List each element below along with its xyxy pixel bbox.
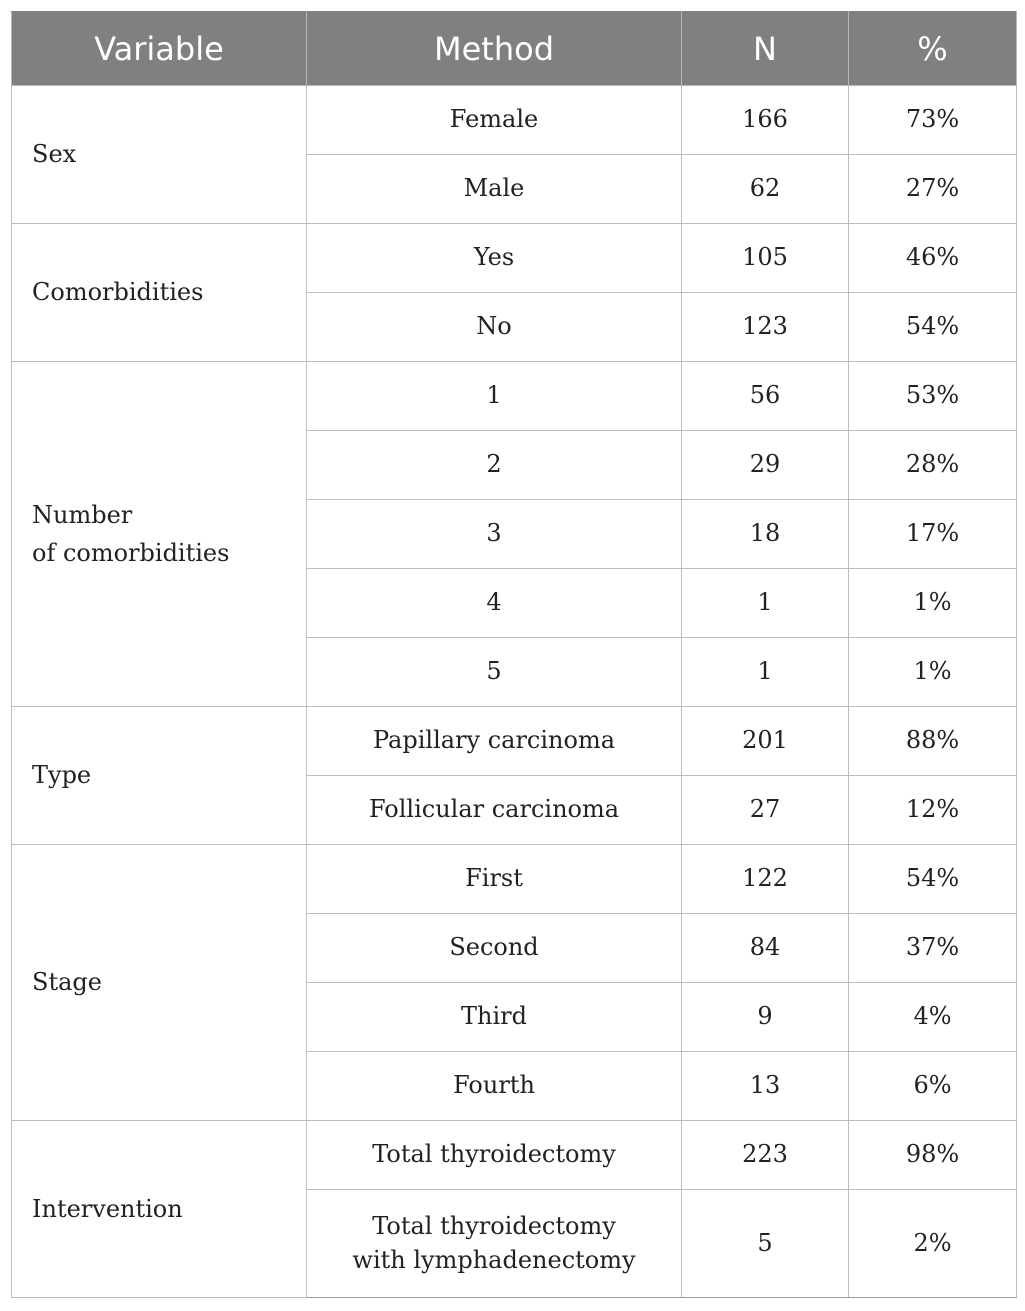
method-cell: 3: [307, 500, 682, 569]
method-cell: Third: [307, 983, 682, 1052]
variable-cell: Comorbidities: [12, 224, 307, 362]
table-row: [12, 707, 1017, 776]
table-row: [12, 224, 1017, 293]
percent-cell: 17%: [849, 500, 1017, 569]
percent-cell: 2%: [849, 1190, 1017, 1298]
header-variable: Variable: [12, 12, 307, 86]
variable-line: of comorbidities: [32, 539, 230, 567]
n-cell: 56: [682, 362, 849, 431]
n-cell: 105: [682, 224, 849, 293]
method-cell: [307, 1190, 682, 1298]
method-cell: 4: [307, 569, 682, 638]
method-cell: 5: [307, 638, 682, 707]
n-cell: 223: [682, 1121, 849, 1190]
n-cell: 201: [682, 707, 849, 776]
variable-cell: Intervention: [12, 1121, 307, 1298]
n-cell: 1: [682, 569, 849, 638]
method-line: with lymphadenectomy: [352, 1245, 636, 1274]
percent-cell: 6%: [849, 1052, 1017, 1121]
header-row: [12, 12, 1017, 86]
variable-cell: Sex: [12, 86, 307, 224]
n-cell: 84: [682, 914, 849, 983]
header-method: Method: [307, 12, 682, 86]
n-cell: 29: [682, 431, 849, 500]
n-cell: 13: [682, 1052, 849, 1121]
variable-line: Number: [32, 500, 133, 529]
percent-cell: 73%: [849, 86, 1017, 155]
n-cell: 166: [682, 86, 849, 155]
table-row: [12, 362, 1017, 431]
method-cell: 2: [307, 431, 682, 500]
percent-cell: 37%: [849, 914, 1017, 983]
percent-cell: 88%: [849, 707, 1017, 776]
variable-cell: Stage: [12, 845, 307, 1121]
n-cell: 5: [682, 1190, 849, 1298]
percent-cell: 1%: [849, 638, 1017, 707]
n-cell: 62: [682, 155, 849, 224]
n-cell: 9: [682, 983, 849, 1052]
method-cell: No: [307, 293, 682, 362]
method-cell: Second: [307, 914, 682, 983]
percent-cell: 28%: [849, 431, 1017, 500]
method-line: Total thyroidectomy: [372, 1211, 616, 1240]
percent-cell: 12%: [849, 776, 1017, 845]
percent-cell: 98%: [849, 1121, 1017, 1190]
variable-cell: Type: [12, 707, 307, 845]
n-cell: 27: [682, 776, 849, 845]
demographics-table: [11, 11, 1017, 1298]
method-cell: 1: [307, 362, 682, 431]
method-cell: Papillary carcinoma: [307, 707, 682, 776]
percent-cell: 4%: [849, 983, 1017, 1052]
percent-cell: 54%: [849, 293, 1017, 362]
table-row: [12, 86, 1017, 155]
method-cell: Yes: [307, 224, 682, 293]
percent-cell: 1%: [849, 569, 1017, 638]
method-cell: Fourth: [307, 1052, 682, 1121]
n-cell: 122: [682, 845, 849, 914]
variable-cell: [12, 362, 307, 707]
n-cell: 18: [682, 500, 849, 569]
header-percent: %: [849, 12, 1017, 86]
method-cell: Total thyroidectomy: [307, 1121, 682, 1190]
n-cell: 1: [682, 638, 849, 707]
header-n: N: [682, 12, 849, 86]
method-cell: Male: [307, 155, 682, 224]
percent-cell: 27%: [849, 155, 1017, 224]
method-cell: Female: [307, 86, 682, 155]
n-cell: 123: [682, 293, 849, 362]
percent-cell: 46%: [849, 224, 1017, 293]
percent-cell: 53%: [849, 362, 1017, 431]
percent-cell: 54%: [849, 845, 1017, 914]
method-cell: First: [307, 845, 682, 914]
method-cell: Follicular carcinoma: [307, 776, 682, 845]
table-row: [12, 845, 1017, 914]
table-row: [12, 1121, 1017, 1190]
